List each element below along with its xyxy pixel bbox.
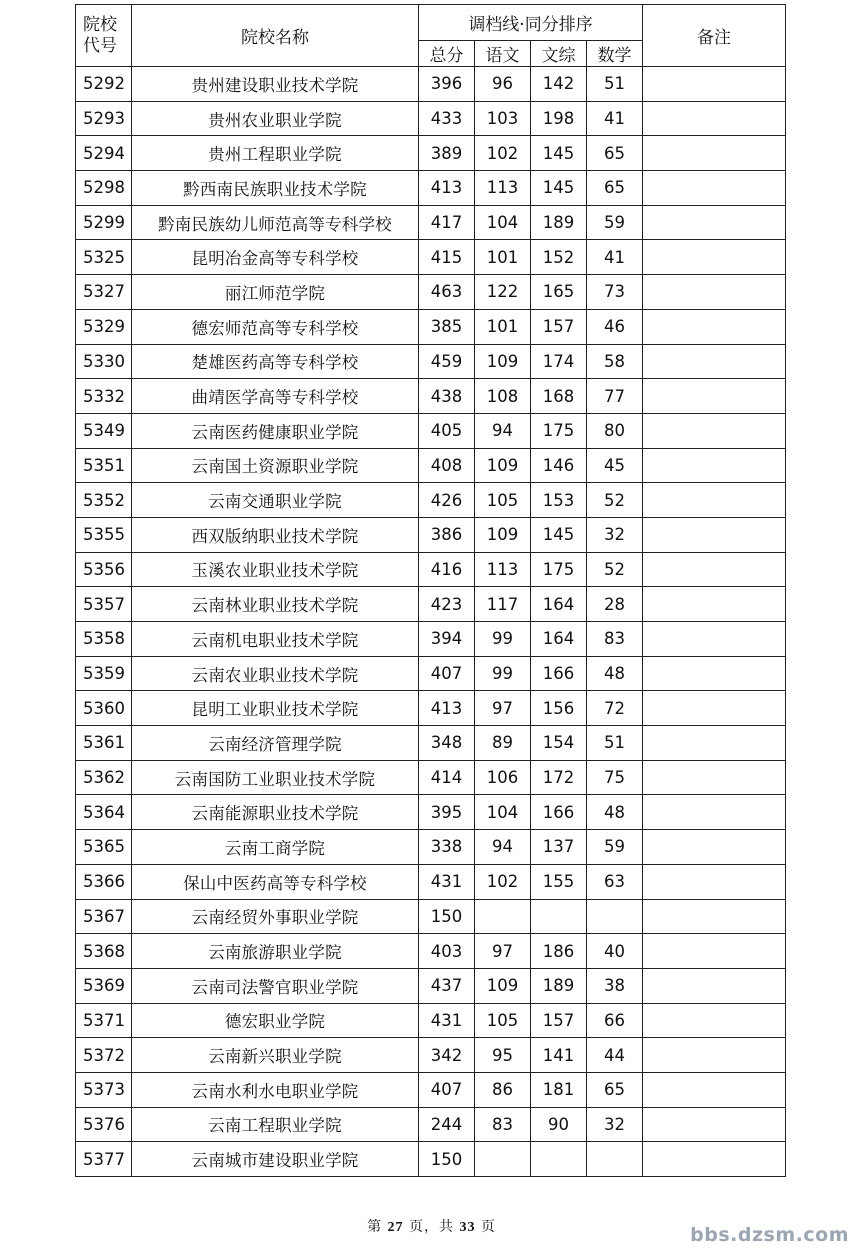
comprehensive-score: 142 — [531, 67, 587, 102]
college-name: 云南农业职业技术学院 — [132, 656, 419, 691]
comprehensive-score: 164 — [531, 622, 587, 657]
chinese-score: 109 — [475, 448, 531, 483]
table-row — [76, 1003, 786, 1038]
math-score: 51 — [587, 726, 643, 761]
comprehensive-score-header: 文综 — [531, 41, 587, 67]
table-row — [76, 483, 786, 518]
chinese-score: 104 — [475, 795, 531, 830]
total-score: 403 — [419, 934, 475, 969]
college-name: 德宏师范高等专科学校 — [132, 309, 419, 344]
table-row — [76, 275, 786, 310]
table-row — [76, 379, 786, 414]
total-score: 408 — [419, 448, 475, 483]
college-name: 曲靖医学高等专科学校 — [132, 379, 419, 414]
college-name: 贵州建设职业技术学院 — [132, 67, 419, 102]
remarks-cell — [643, 795, 786, 830]
college-code: 5330 — [76, 344, 132, 379]
comprehensive-score: 189 — [531, 205, 587, 240]
total-score: 394 — [419, 622, 475, 657]
college-name: 云南司法警官职业学院 — [132, 968, 419, 1003]
table-row — [76, 136, 786, 171]
table-row — [76, 934, 786, 969]
comprehensive-score: 156 — [531, 691, 587, 726]
table-row — [76, 1038, 786, 1073]
comprehensive-score: 175 — [531, 413, 587, 448]
math-score: 77 — [587, 379, 643, 414]
footer-page-number: 27 — [387, 1220, 404, 1235]
comprehensive-score: 198 — [531, 101, 587, 136]
table-header — [76, 5, 786, 67]
chinese-score: 94 — [475, 830, 531, 865]
college-code-header-line2: 代号 — [83, 35, 117, 56]
college-name: 云南城市建设职业学院 — [132, 1142, 419, 1177]
college-name: 云南能源职业技术学院 — [132, 795, 419, 830]
total-score: 342 — [419, 1038, 475, 1073]
remarks-cell — [643, 760, 786, 795]
chinese-score: 99 — [475, 656, 531, 691]
college-code: 5358 — [76, 622, 132, 657]
remarks-cell — [643, 622, 786, 657]
college-name: 西双版纳职业技术学院 — [132, 517, 419, 552]
college-name: 云南机电职业技术学院 — [132, 622, 419, 657]
remarks-cell — [643, 309, 786, 344]
table-row — [76, 622, 786, 657]
remarks-cell — [643, 275, 786, 310]
college-code: 5299 — [76, 205, 132, 240]
table-row — [76, 413, 786, 448]
college-name: 德宏职业学院 — [132, 1003, 419, 1038]
college-code: 5368 — [76, 934, 132, 969]
math-score: 52 — [587, 483, 643, 518]
chinese-score — [475, 1142, 531, 1177]
chinese-score: 97 — [475, 934, 531, 969]
college-code: 5364 — [76, 795, 132, 830]
comprehensive-score: 137 — [531, 830, 587, 865]
college-name: 云南林业职业技术学院 — [132, 587, 419, 622]
college-code: 5359 — [76, 656, 132, 691]
chinese-score: 113 — [475, 171, 531, 206]
college-code: 5332 — [76, 379, 132, 414]
remarks-cell — [643, 899, 786, 934]
college-code: 5361 — [76, 726, 132, 761]
total-score: 338 — [419, 830, 475, 865]
chinese-score: 106 — [475, 760, 531, 795]
math-score — [587, 899, 643, 934]
college-code: 5365 — [76, 830, 132, 865]
college-name: 黔西南民族职业技术学院 — [132, 171, 419, 206]
math-score: 66 — [587, 1003, 643, 1038]
college-name: 黔南民族幼儿师范高等专科学校 — [132, 205, 419, 240]
remarks-cell — [643, 101, 786, 136]
math-score: 73 — [587, 275, 643, 310]
college-name: 昆明工业职业技术学院 — [132, 691, 419, 726]
site-watermark: bbs.dzsm.com — [690, 1224, 849, 1246]
comprehensive-score: 166 — [531, 795, 587, 830]
remarks-cell — [643, 552, 786, 587]
college-name: 云南工商学院 — [132, 830, 419, 865]
college-code: 5349 — [76, 413, 132, 448]
total-score: 417 — [419, 205, 475, 240]
math-score: 44 — [587, 1038, 643, 1073]
college-code-header-line1: 院校 — [83, 14, 117, 35]
comprehensive-score: 157 — [531, 309, 587, 344]
math-score-header: 数学 — [587, 41, 643, 67]
total-score: 413 — [419, 691, 475, 726]
total-score: 431 — [419, 864, 475, 899]
footer-prefix: 第 — [367, 1219, 383, 1235]
comprehensive-score: 168 — [531, 379, 587, 414]
remarks-cell — [643, 864, 786, 899]
chinese-score: 101 — [475, 240, 531, 275]
chinese-score-header: 语文 — [475, 41, 531, 67]
math-score: 48 — [587, 656, 643, 691]
remarks-cell — [643, 517, 786, 552]
remarks-cell — [643, 1072, 786, 1107]
table-row — [76, 1072, 786, 1107]
math-score: 41 — [587, 240, 643, 275]
remarks-cell — [643, 240, 786, 275]
math-score: 65 — [587, 136, 643, 171]
math-score: 48 — [587, 795, 643, 830]
total-score: 386 — [419, 517, 475, 552]
comprehensive-score: 175 — [531, 552, 587, 587]
total-score: 395 — [419, 795, 475, 830]
college-name: 云南水利水电职业学院 — [132, 1072, 419, 1107]
college-name: 昆明冶金高等专科学校 — [132, 240, 419, 275]
college-code: 5377 — [76, 1142, 132, 1177]
total-score: 415 — [419, 240, 475, 275]
remarks-cell — [643, 1003, 786, 1038]
college-code: 5355 — [76, 517, 132, 552]
remarks-cell — [643, 726, 786, 761]
table-row — [76, 309, 786, 344]
math-score: 75 — [587, 760, 643, 795]
table-row — [76, 760, 786, 795]
total-score: 463 — [419, 275, 475, 310]
chinese-score: 95 — [475, 1038, 531, 1073]
total-score: 426 — [419, 483, 475, 518]
table-row — [76, 864, 786, 899]
chinese-score: 109 — [475, 968, 531, 1003]
college-name: 丽江师范学院 — [132, 275, 419, 310]
math-score: 28 — [587, 587, 643, 622]
remarks-cell — [643, 483, 786, 518]
math-score: 65 — [587, 171, 643, 206]
math-score: 72 — [587, 691, 643, 726]
total-score: 407 — [419, 1072, 475, 1107]
chinese-score: 104 — [475, 205, 531, 240]
total-score: 414 — [419, 760, 475, 795]
remarks-cell — [643, 171, 786, 206]
college-code: 5325 — [76, 240, 132, 275]
table-row — [76, 1107, 786, 1142]
math-score: 83 — [587, 622, 643, 657]
college-code: 5293 — [76, 101, 132, 136]
comprehensive-score: 164 — [531, 587, 587, 622]
comprehensive-score: 157 — [531, 1003, 587, 1038]
total-score: 407 — [419, 656, 475, 691]
comprehensive-score: 146 — [531, 448, 587, 483]
comprehensive-score: 166 — [531, 656, 587, 691]
table-row — [76, 448, 786, 483]
remarks-cell — [643, 1107, 786, 1142]
math-score: 46 — [587, 309, 643, 344]
chinese-score: 109 — [475, 344, 531, 379]
college-name: 云南经济管理学院 — [132, 726, 419, 761]
chinese-score: 108 — [475, 379, 531, 414]
chinese-score: 109 — [475, 517, 531, 552]
comprehensive-score: 145 — [531, 136, 587, 171]
table-row — [76, 517, 786, 552]
table-row — [76, 205, 786, 240]
math-score: 65 — [587, 1072, 643, 1107]
comprehensive-score: 145 — [531, 517, 587, 552]
remarks-cell — [643, 136, 786, 171]
table-row — [76, 726, 786, 761]
chinese-score: 101 — [475, 309, 531, 344]
college-name-header: 院校名称 — [132, 5, 419, 67]
total-score: 385 — [419, 309, 475, 344]
table-row — [76, 240, 786, 275]
chinese-score: 97 — [475, 691, 531, 726]
college-name: 云南国土资源职业学院 — [132, 448, 419, 483]
math-score: 51 — [587, 67, 643, 102]
college-code: 5366 — [76, 864, 132, 899]
math-score — [587, 1142, 643, 1177]
remarks-cell — [643, 934, 786, 969]
comprehensive-score: 90 — [531, 1107, 587, 1142]
total-score: 405 — [419, 413, 475, 448]
college-code: 5371 — [76, 1003, 132, 1038]
comprehensive-score: 141 — [531, 1038, 587, 1073]
table-row — [76, 968, 786, 1003]
table-row — [76, 830, 786, 865]
total-score: 459 — [419, 344, 475, 379]
math-score: 41 — [587, 101, 643, 136]
comprehensive-score — [531, 1142, 587, 1177]
total-score: 348 — [419, 726, 475, 761]
total-score: 413 — [419, 171, 475, 206]
comprehensive-score: 145 — [531, 171, 587, 206]
total-score: 423 — [419, 587, 475, 622]
college-code: 5294 — [76, 136, 132, 171]
college-code: 5298 — [76, 171, 132, 206]
math-score: 45 — [587, 448, 643, 483]
math-score: 80 — [587, 413, 643, 448]
college-name: 保山中医药高等专科学校 — [132, 864, 419, 899]
comprehensive-score: 174 — [531, 344, 587, 379]
total-score: 433 — [419, 101, 475, 136]
remarks-cell — [643, 448, 786, 483]
remarks-cell — [643, 1038, 786, 1073]
chinese-score: 105 — [475, 483, 531, 518]
table-row — [76, 1142, 786, 1177]
remarks-cell — [643, 413, 786, 448]
table-row — [76, 899, 786, 934]
total-score: 431 — [419, 1003, 475, 1038]
total-score: 416 — [419, 552, 475, 587]
comprehensive-score: 172 — [531, 760, 587, 795]
chinese-score: 99 — [475, 622, 531, 657]
table-body — [76, 67, 786, 1177]
chinese-score: 102 — [475, 864, 531, 899]
table-row — [76, 587, 786, 622]
math-score: 63 — [587, 864, 643, 899]
table-row — [76, 344, 786, 379]
college-name: 云南新兴职业学院 — [132, 1038, 419, 1073]
chinese-score: 113 — [475, 552, 531, 587]
college-name: 贵州农业职业学院 — [132, 101, 419, 136]
chinese-score: 122 — [475, 275, 531, 310]
comprehensive-score: 154 — [531, 726, 587, 761]
math-score: 52 — [587, 552, 643, 587]
comprehensive-score: 152 — [531, 240, 587, 275]
comprehensive-score: 155 — [531, 864, 587, 899]
table-row — [76, 691, 786, 726]
comprehensive-score: 153 — [531, 483, 587, 518]
college-code: 5292 — [76, 67, 132, 102]
total-score: 437 — [419, 968, 475, 1003]
remarks-header: 备注 — [643, 5, 786, 67]
chinese-score: 83 — [475, 1107, 531, 1142]
college-code: 5376 — [76, 1107, 132, 1142]
total-score: 389 — [419, 136, 475, 171]
college-name: 云南国防工业职业技术学院 — [132, 760, 419, 795]
college-code: 5360 — [76, 691, 132, 726]
math-score: 32 — [587, 517, 643, 552]
college-name: 玉溪农业职业技术学院 — [132, 552, 419, 587]
college-name: 云南医药健康职业学院 — [132, 413, 419, 448]
remarks-cell — [643, 344, 786, 379]
college-name: 楚雄医药高等专科学校 — [132, 344, 419, 379]
college-code: 5367 — [76, 899, 132, 934]
chinese-score: 86 — [475, 1072, 531, 1107]
college-code: 5327 — [76, 275, 132, 310]
college-code: 5372 — [76, 1038, 132, 1073]
total-score: 150 — [419, 899, 475, 934]
table-row — [76, 656, 786, 691]
remarks-cell — [643, 587, 786, 622]
chinese-score: 117 — [475, 587, 531, 622]
chinese-score: 103 — [475, 101, 531, 136]
college-code: 5356 — [76, 552, 132, 587]
college-code: 5329 — [76, 309, 132, 344]
total-score-header: 总分 — [419, 41, 475, 67]
total-score: 438 — [419, 379, 475, 414]
math-score: 59 — [587, 205, 643, 240]
college-code: 5352 — [76, 483, 132, 518]
comprehensive-score: 181 — [531, 1072, 587, 1107]
table-row — [76, 552, 786, 587]
comprehensive-score: 186 — [531, 934, 587, 969]
footer-middle: 页，共 — [409, 1219, 454, 1235]
math-score: 59 — [587, 830, 643, 865]
math-score: 38 — [587, 968, 643, 1003]
footer-suffix: 页 — [480, 1219, 496, 1235]
math-score: 58 — [587, 344, 643, 379]
table-row — [76, 171, 786, 206]
total-score: 244 — [419, 1107, 475, 1142]
chinese-score: 105 — [475, 1003, 531, 1038]
college-name: 贵州工程职业学院 — [132, 136, 419, 171]
remarks-cell — [643, 1142, 786, 1177]
math-score: 32 — [587, 1107, 643, 1142]
chinese-score — [475, 899, 531, 934]
total-score: 150 — [419, 1142, 475, 1177]
chinese-score: 89 — [475, 726, 531, 761]
comprehensive-score: 165 — [531, 275, 587, 310]
table-row — [76, 795, 786, 830]
college-code: 5369 — [76, 968, 132, 1003]
college-code: 5373 — [76, 1072, 132, 1107]
comprehensive-score: 189 — [531, 968, 587, 1003]
total-score: 396 — [419, 67, 475, 102]
table-row — [76, 67, 786, 102]
table-row — [76, 101, 786, 136]
remarks-cell — [643, 379, 786, 414]
college-name: 云南交通职业学院 — [132, 483, 419, 518]
college-code: 5362 — [76, 760, 132, 795]
comprehensive-score — [531, 899, 587, 934]
score-group-header: 调档线·同分排序 — [419, 5, 643, 41]
chinese-score: 96 — [475, 67, 531, 102]
chinese-score: 94 — [475, 413, 531, 448]
remarks-cell — [643, 830, 786, 865]
remarks-cell — [643, 968, 786, 1003]
admission-score-table — [75, 4, 786, 1177]
chinese-score: 102 — [475, 136, 531, 171]
college-code: 5357 — [76, 587, 132, 622]
remarks-cell — [643, 205, 786, 240]
college-code-header — [76, 5, 132, 67]
remarks-cell — [643, 656, 786, 691]
math-score: 40 — [587, 934, 643, 969]
remarks-cell — [643, 67, 786, 102]
college-name: 云南经贸外事职业学院 — [132, 899, 419, 934]
remarks-cell — [643, 691, 786, 726]
college-name: 云南工程职业学院 — [132, 1107, 419, 1142]
footer-total-pages: 33 — [459, 1220, 476, 1235]
college-name: 云南旅游职业学院 — [132, 934, 419, 969]
college-code: 5351 — [76, 448, 132, 483]
